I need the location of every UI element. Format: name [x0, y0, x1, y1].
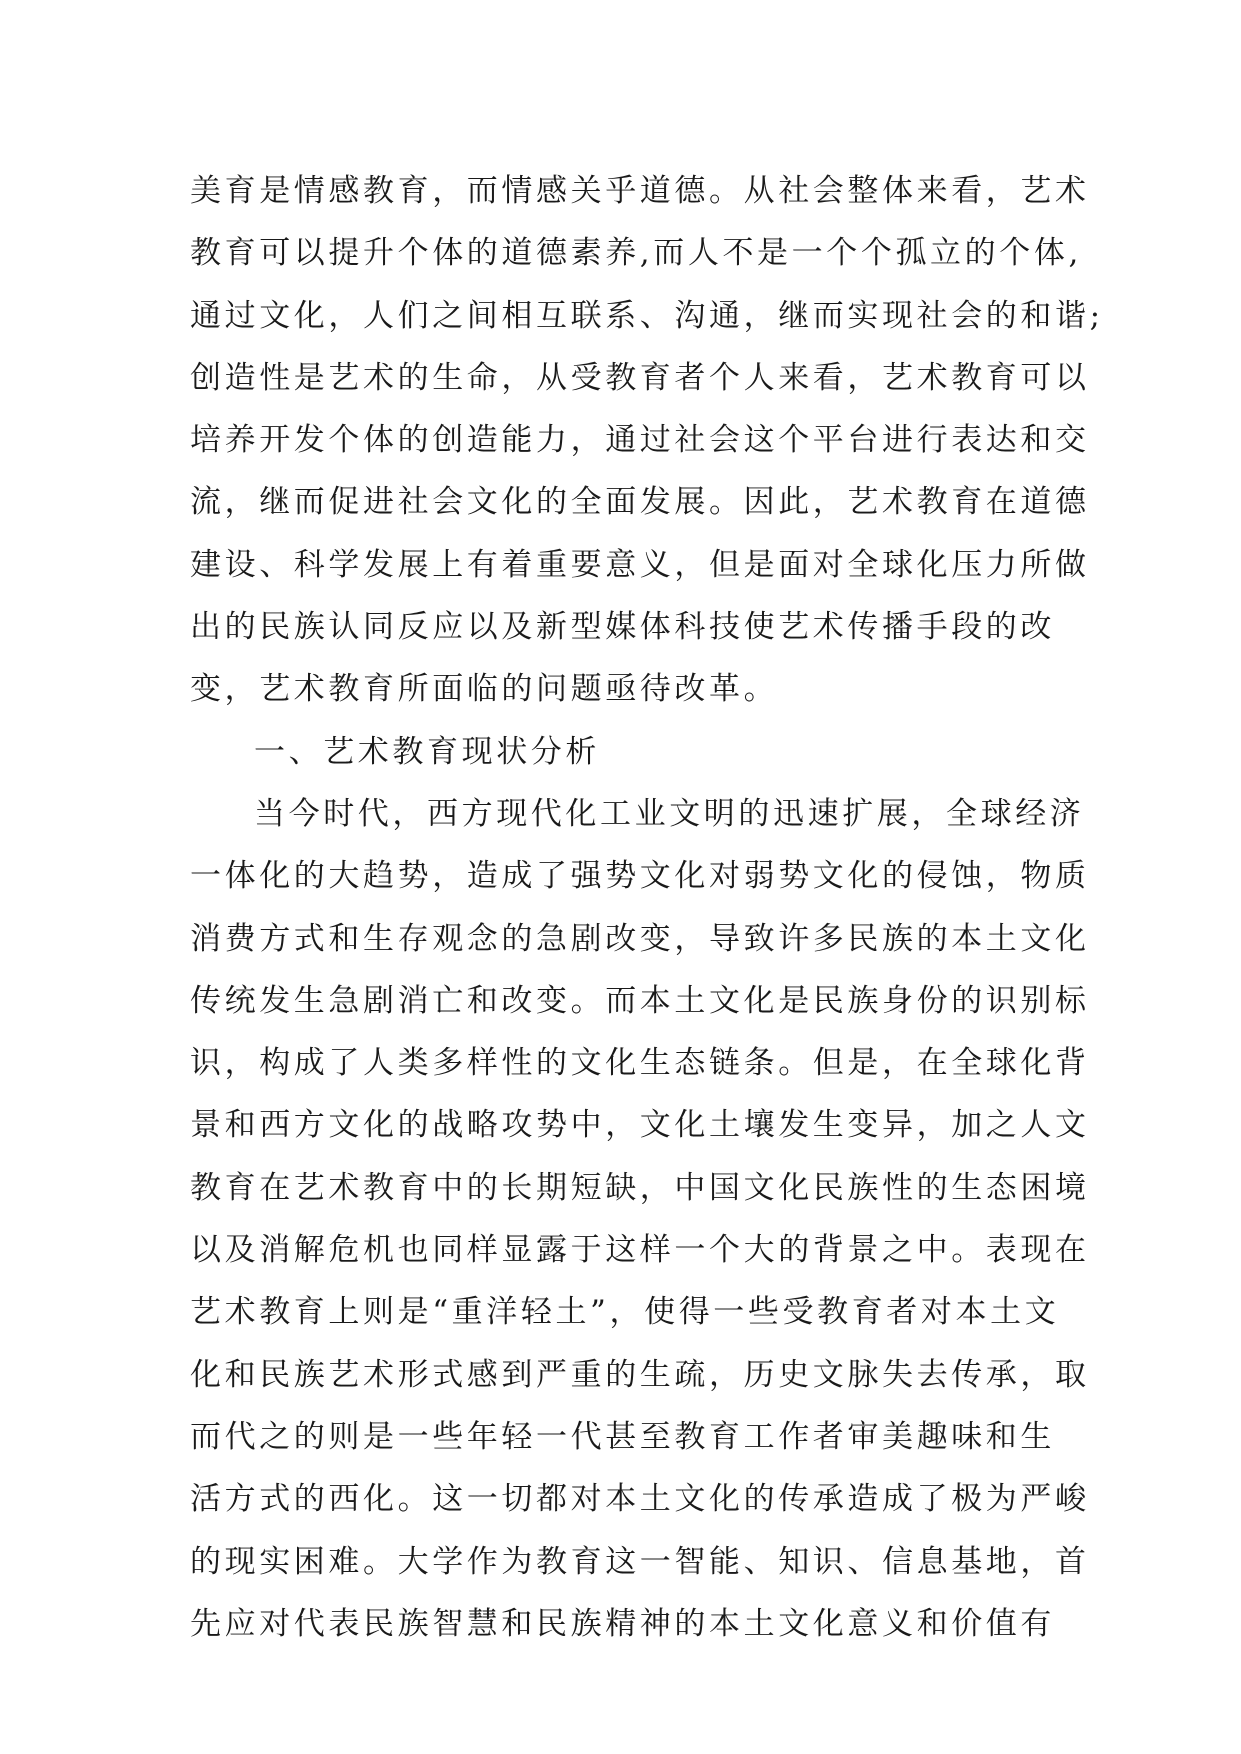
text-line: 流，继而促进社会文化的全面发展。因此，艺术教育在道德	[190, 484, 1090, 521]
text-line: 当今时代，西方现代化工业文明的迅速扩展，全球经济	[254, 795, 1085, 832]
text-line: 建设、科学发展上有着重要意义，但是面对全球化压力所做	[190, 546, 1090, 583]
text-line: 化和民族艺术形式感到严重的生疏，历史文脉失去传承，取	[190, 1356, 1090, 1393]
text-line: 教育可以提升个体的道德素养,而人不是一个个孤立的个体,	[190, 235, 1082, 272]
text-line: 先应对代表民族智慧和民族精神的本土文化意义和价值有	[190, 1605, 1055, 1642]
text-line: 教育在艺术教育中的长期短缺，中国文化民族性的生态困境	[190, 1169, 1090, 1206]
text-line: 而代之的则是一些年轻一代甚至教育工作者审美趣味和生	[190, 1418, 1055, 1455]
text-line: 以及消解危机也同样显露于这样一个大的背景之中。表现在	[190, 1232, 1090, 1269]
text-line: 活方式的西化。这一切都对本土文化的传承造成了极为严峻	[190, 1481, 1090, 1518]
text-line: 艺术教育上则是“重洋轻土”，使得一些受教育者对本土文	[190, 1294, 1060, 1331]
text-line: 创造性是艺术的生命，从受教育者个人来看，艺术教育可以	[190, 359, 1090, 396]
text-line: 识，构成了人类多样性的文化生态链条。但是，在全球化背	[190, 1045, 1090, 1082]
text-line: 美育是情感教育，而情感关乎道德。从社会整体来看，艺术	[190, 173, 1090, 209]
text-line: 景和西方文化的战略攻势中，文化土壤发生变异，加之人文	[190, 1107, 1090, 1144]
text-line: 传统发生急剧消亡和改变。而本土文化是民族身份的识别标	[190, 982, 1090, 1019]
text-line: 一体化的大趋势，造成了强势文化对弱势文化的侵蚀，物质	[190, 858, 1090, 895]
text-line: 的现实困难。大学作为教育这一智能、知识、信息基地，首	[190, 1543, 1090, 1580]
paragraph-1	[190, 160, 1104, 721]
text-line: 变，艺术教育所面临的问题亟待改革。	[190, 671, 779, 708]
text-line: 培养开发个体的创造能力，通过社会这个平台进行表达和交	[190, 422, 1090, 459]
body-text	[190, 160, 1104, 1655]
section-heading: 一、艺术教育现状分析	[254, 733, 600, 770]
text-line: 出的民族认同反应以及新型媒体科技使艺术传播手段的改	[190, 609, 1055, 646]
paragraph-2	[190, 783, 1090, 1655]
text-line: 消费方式和生存观念的急剧改变，导致许多民族的本土文化	[190, 920, 1090, 957]
text-line: 通过文化，人们之间相互联系、沟通，继而实现社会的和谐;	[190, 297, 1104, 334]
